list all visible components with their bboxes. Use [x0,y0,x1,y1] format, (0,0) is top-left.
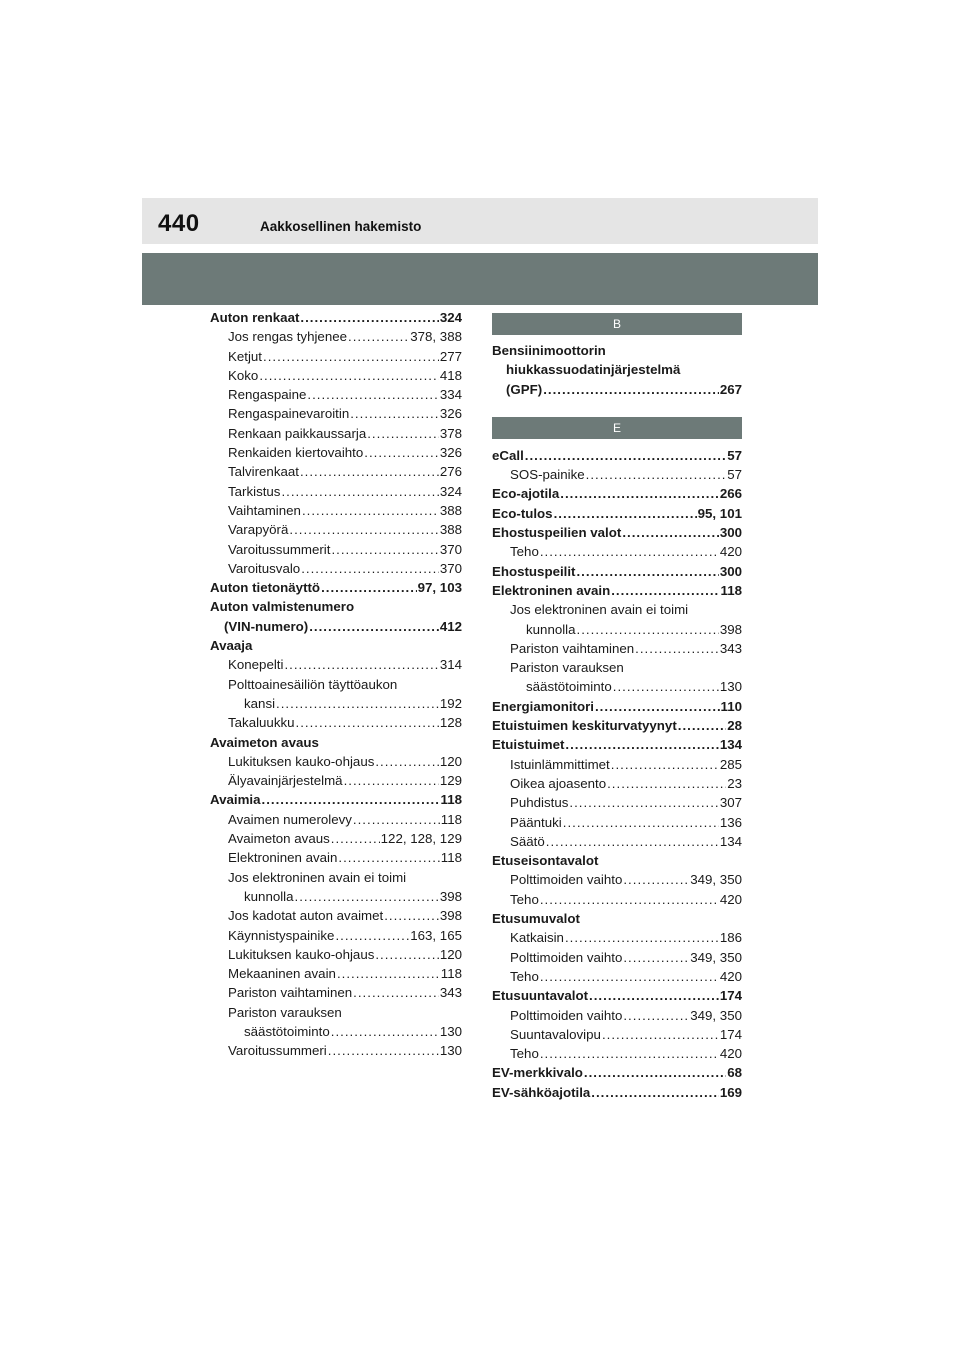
index-page-ref: 68 [727,1065,742,1081]
index-term: Etuistuimen keskiturvatyynyt [492,718,677,734]
index-term: kunnolla [244,888,294,904]
index-subentry [210,906,462,925]
index-term: Teho [510,891,539,907]
index-term: kansi [244,695,276,711]
index-page-ref: 285 [719,756,742,772]
index-subentry [210,462,462,481]
index-entry [492,504,742,523]
index-subentry [210,752,462,771]
index-term: Tarkistus [228,483,281,499]
index-page-ref: 130 [439,1043,462,1059]
index-subentry [210,945,462,964]
dot-leader [611,755,719,774]
index-entry [492,851,742,870]
index-subentry [492,600,742,619]
dot-leader [262,790,440,809]
index-page-ref: 420 [719,1046,742,1062]
index-term: Talvirenkaat [228,464,299,480]
index-page-ref: 118 [440,792,462,808]
dot-leader [589,986,719,1005]
index-term: Säätö [510,833,545,849]
index-entry [492,581,742,600]
dot-leader [364,443,439,462]
index-entry [210,597,462,616]
index-subentry [210,655,462,674]
dot-leader [613,677,719,696]
dot-leader [353,983,439,1002]
index-term: Renkaan paikkaussarja [228,425,367,441]
index-page-ref: 420 [719,891,742,907]
dot-leader [259,366,439,385]
index-entry [492,341,742,360]
index-page-ref: 129 [439,773,462,789]
index-subentry [492,542,742,561]
index-subentry [492,832,742,851]
dot-leader [344,771,439,790]
dot-leader [623,1006,689,1025]
dot-leader [331,829,380,848]
dot-leader [607,774,726,793]
index-page-ref: 130 [439,1023,462,1039]
index-subentry [210,347,462,366]
index-term: Jos kadotat auton avaimet [228,908,384,924]
index-subentry [492,928,742,947]
index-subentry [210,366,462,385]
index-page-ref: 163, 165 [410,927,462,943]
index-term: Avaimeton avaus [228,831,330,847]
index-page-ref: 388 [439,522,462,538]
index-subentry [210,520,462,539]
dot-leader [331,540,438,559]
index-entry [492,716,742,735]
dot-leader [577,620,719,639]
index-term: Polttimoiden vaihto [510,1007,623,1023]
index-subentry [210,675,462,694]
index-page-ref: 134 [719,833,742,849]
dot-leader [295,887,439,906]
index-section-e [492,446,742,1102]
dot-leader [563,813,719,832]
index-subentry [492,1025,742,1044]
index-term: Pariston vaihtaminen [228,985,353,1001]
index-entry [492,909,742,928]
index-subentry [210,771,462,790]
section-title: Aakkosellinen hakemisto [260,219,422,234]
index-term: Varoitussummerit [228,541,331,557]
dot-leader [350,404,439,423]
index-term: Avaimen numerolevy [228,811,352,827]
index-term: eCall [492,447,524,463]
index-page-ref: 95, 101 [697,505,742,521]
index-term: Käynnistyspainike [228,927,335,943]
index-term: (GPF) [506,381,543,397]
dot-leader [309,617,439,636]
dot-leader [289,520,438,539]
index-page-ref: 398 [719,621,742,637]
index-entry [210,308,462,327]
index-page-ref: 388 [439,502,462,518]
dot-leader [560,484,719,503]
index-subentry [492,793,742,812]
index-subentry [492,967,742,986]
index-page-ref: 169 [719,1084,742,1100]
index-page-ref: 136 [719,814,742,830]
index-page-ref: 276 [439,464,462,480]
index-term: Avaimia [210,792,261,808]
index-page-ref: 186 [719,930,742,946]
index-term: Pariston varauksen [510,660,624,676]
dot-leader [348,327,409,346]
index-page-ref: 349, 350 [690,872,742,888]
index-term: kunnolla [526,621,576,637]
index-term: Varoitusvalo [228,560,301,576]
header-band [142,198,818,244]
index-term: Elektroninen avain [492,582,611,598]
dot-leader [321,578,417,597]
index-page-ref: 118 [720,582,742,598]
index-term: Polttoainesäiliön täyttöaukon [228,676,398,692]
index-term: Etusumuvalot [492,911,580,927]
index-term: hiukkassuodatinjärjestelmä [506,362,681,378]
dot-leader [678,716,726,735]
dot-leader [540,1044,719,1063]
index-subentry [210,443,462,462]
index-term: Pääntuki [510,814,562,830]
index-page-ref: 300 [719,563,742,579]
index-page-ref: 307 [719,795,742,811]
index-page-ref: 378 [439,425,462,441]
index-term: Eco-ajotila [492,486,560,502]
index-term: Vaihtaminen [228,502,301,518]
index-term: Katkaisin [510,930,564,946]
index-term: Ketjut [228,348,263,364]
index-subentry [210,1003,462,1022]
index-subentry [210,424,462,443]
index-page-ref: 378, 388 [410,329,462,345]
index-page-ref: 324 [439,483,462,499]
index-subentry [210,385,462,404]
index-entry [492,1083,742,1102]
dot-leader [586,465,727,484]
index-term: Varoitussummeri [228,1043,327,1059]
dot-leader [300,308,438,327]
index-page-ref: 300 [719,525,742,541]
index-term: Auton tietonäyttö [210,580,321,596]
index-subentry [210,559,462,578]
index-column-right [492,308,742,1102]
index-term: Konepelti [228,657,284,673]
index-page-ref: 120 [439,946,462,962]
index-term: Etuistuimet [492,737,565,753]
index-page-ref: 192 [439,695,462,711]
index-page-ref: 128 [439,715,462,731]
index-subentry [210,848,462,867]
index-subentry [492,677,742,696]
dot-leader [546,832,719,851]
index-term: Pariston varauksen [228,1004,342,1020]
dot-leader [302,501,439,520]
index-subentry [492,658,742,677]
dot-leader [525,446,726,465]
index-entry [492,697,742,716]
index-term: Puhdistus [510,795,569,811]
index-page-ref: 326 [439,445,462,461]
dot-leader [540,542,719,561]
title-bar [142,253,818,305]
index-term: EV-sähköajotila [492,1084,591,1100]
index-term: Rengaspaine [228,387,307,403]
index-term: EV-merkkivalo [492,1065,583,1081]
index-subentry [492,774,742,793]
dot-leader [338,848,439,867]
dot-leader [569,793,718,812]
index-page-ref: 349, 350 [690,949,742,965]
index-page-ref: 343 [439,985,462,1001]
index-term: Teho [510,968,539,984]
index-page-ref: 134 [719,737,742,753]
letter-bar-e: E [492,417,742,439]
index-page-ref: 57 [727,467,742,483]
index-page-ref: 398 [439,908,462,924]
index-subentry [492,1044,742,1063]
index-term: säästötoiminto [244,1023,330,1039]
dot-leader [335,926,409,945]
index-page-ref: 398 [439,888,462,904]
index-term: Rengaspainevaroitin [228,406,350,422]
index-subentry [210,713,462,732]
index-subentry [210,694,462,713]
index-term: Polttimoiden vaihto [510,949,623,965]
dot-leader [375,945,438,964]
dot-leader [337,964,440,983]
index-subentry [492,755,742,774]
index-entry [492,446,742,465]
dot-leader [623,948,689,967]
index-subentry [210,983,462,1002]
dot-leader [576,562,718,581]
index-page-ref: 130 [719,679,742,695]
index-term: Pariston vaihtaminen [510,640,635,656]
index-page-ref: 420 [719,544,742,560]
dot-leader [384,906,439,925]
dot-leader [565,928,719,947]
dot-leader [554,504,697,523]
letter-bar-b: B [492,313,742,335]
index-page-ref: 267 [719,381,742,397]
index-term: Takaluukku [228,715,295,731]
index-page-ref: 324 [439,310,462,325]
index-term: Eco-tulos [492,505,553,521]
index-term: (VIN-numero) [224,618,309,634]
index-subentry [492,620,742,639]
index-page-ref: 343 [719,640,742,656]
dot-leader [328,1041,439,1060]
index-page-ref: 314 [439,657,462,673]
index-page-ref: 412 [439,618,462,634]
index-entry [492,360,742,379]
index-page-ref: 110 [720,698,742,714]
index-page-ref: 370 [439,541,462,557]
index-subentry [492,890,742,909]
index-entry [210,733,462,752]
index-subentry [492,465,742,484]
index-entry [492,523,742,542]
index-page-ref: 334 [439,387,462,403]
index-subentry [492,813,742,832]
index-column-left [210,308,462,1061]
dot-leader [623,870,689,889]
index-term: Energiamonitori [492,698,594,714]
index-term: Oikea ajoasento [510,775,607,791]
index-page-ref: 349, 350 [690,1007,742,1023]
dot-leader [540,967,719,986]
index-page-ref: 97, 103 [417,580,462,596]
index-entry [210,578,462,597]
index-term: Avaimeton avaus [210,734,319,750]
index-page-ref: 120 [439,753,462,769]
index-term: Istuinlämmittimet [510,756,610,772]
dot-leader [611,581,719,600]
index-entry [492,735,742,754]
dot-leader [367,424,439,443]
index-subentry [492,639,742,658]
index-term: Etuseisontavalot [492,853,599,869]
dot-leader [375,752,438,771]
index-entry [210,636,462,655]
dot-leader [296,713,439,732]
index-page-ref: 118 [440,966,462,982]
index-subentry [210,887,462,906]
dot-leader [301,559,439,578]
index-section-b [492,341,742,399]
dot-leader [353,810,440,829]
index-term: Elektroninen avain [228,850,338,866]
index-term: Auton renkaat [210,310,300,325]
index-term: Teho [510,544,539,560]
dot-leader [284,655,438,674]
index-term: Varapyörä [228,522,289,538]
index-page-ref: 277 [439,348,462,364]
index-term: Lukituksen kauko-ohjaus [228,753,375,769]
dot-leader [622,523,719,542]
index-term: Bensiinimoottorin [492,343,606,358]
index-subentry [210,1041,462,1060]
index-subentry [210,1022,462,1041]
index-subentry [210,868,462,887]
index-entry [492,484,742,503]
index-subentry [210,829,462,848]
index-term: Auton valmistenumero [210,599,355,615]
index-subentry [492,870,742,889]
index-page-ref: 418 [439,367,462,383]
index-entry [492,562,742,581]
index-page-ref: 326 [439,406,462,422]
index-term: Mekaaninen avain [228,966,336,982]
index-entry [210,617,462,636]
index-subentry [210,327,462,346]
dot-leader [595,697,720,716]
dot-leader [591,1083,719,1102]
dot-leader [540,890,719,909]
dot-leader [565,735,718,754]
index-term: Ehostuspeilit [492,563,576,579]
dot-leader [331,1022,439,1041]
index-term: Teho [510,1046,539,1062]
index-term: Jos rengas tyhjenee [228,329,348,345]
index-term: Suuntavalovipu [510,1026,601,1042]
index-page-ref: 118 [440,811,462,827]
index-subentry [210,964,462,983]
index-page-ref: 370 [439,560,462,576]
index-subentry [210,810,462,829]
index-page-ref: 57 [727,447,742,463]
index-term: Ehostuspeilien valot [492,525,622,541]
dot-leader [300,462,439,481]
index-term: Renkaiden kiertovaihto [228,445,364,461]
index-page-ref: 118 [440,850,462,866]
index-entry [210,790,462,809]
index-term: Älyavainjärjestelmä [228,773,343,789]
index-subentry [210,926,462,945]
index-term: Etusuuntavalot [492,988,589,1004]
dot-leader [602,1025,719,1044]
index-subentry [210,482,462,501]
index-entry [492,986,742,1005]
index-term: Koko [228,367,259,383]
index-entry [492,380,742,399]
dot-leader [281,482,438,501]
index-page-ref: 28 [727,718,742,734]
index-page-ref: 174 [719,1026,742,1042]
dot-leader [276,694,439,713]
index-term: Jos elektroninen avain ei toimi [228,869,407,885]
index-term: SOS-painike [510,467,585,483]
index-page-ref: 23 [727,775,742,791]
index-page-ref: 420 [719,968,742,984]
index-subentry [210,540,462,559]
index-term: Lukituksen kauko-ohjaus [228,946,375,962]
dot-leader [584,1063,726,1082]
index-page-ref: 174 [719,988,742,1004]
dot-leader [635,639,719,658]
index-term: Avaaja [210,638,253,654]
index-term: Jos elektroninen avain ei toimi [510,602,689,618]
dot-leader [543,380,719,399]
index-term: säästötoiminto [526,679,612,695]
index-subentry [492,948,742,967]
index-subentry [492,1006,742,1025]
index-page-ref: 266 [719,486,742,502]
index-subentry [210,501,462,520]
dot-leader [307,385,438,404]
index-entry [492,1063,742,1082]
dot-leader [263,347,439,366]
index-subentry [210,404,462,423]
index-page-ref: 122, 128, 129 [380,831,462,847]
index-term: Polttimoiden vaihto [510,872,623,888]
page-number: 440 [158,210,200,237]
